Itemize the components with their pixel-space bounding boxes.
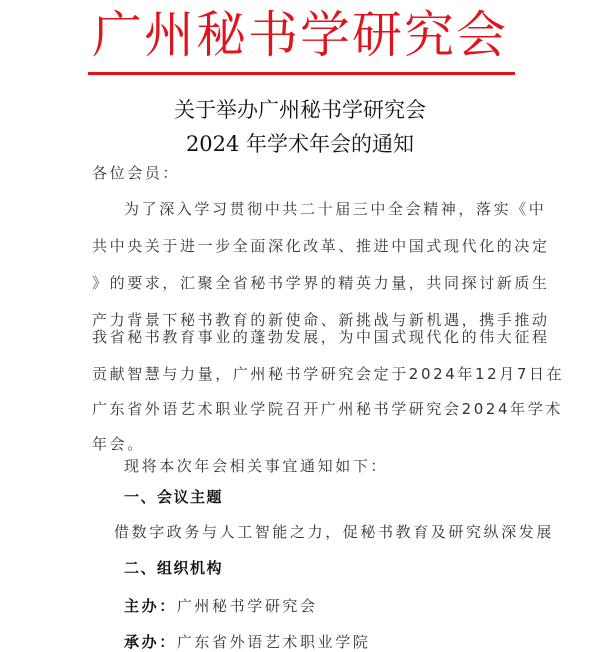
intro-line: 》的要求，汇聚全省秘书学界的精英力量，共同探讨新质生 <box>92 274 550 292</box>
intro-line: 产力背景下秘书教育的新使命、新挑战与新机遇，携手推动 <box>92 311 550 329</box>
organizer-row <box>124 595 318 616</box>
organizer-label: 主办： <box>124 597 177 615</box>
salutation: 各位会员： <box>92 164 181 182</box>
intro-line: 共中央关于进一步全面深化改革、推进中国式现代化的决定 <box>92 237 550 255</box>
section-body-theme: 借数字政务与人工智能之力，促秘书教育及研究纵深发展 <box>114 523 555 541</box>
intro-line: 我省秘书教育事业的蓬勃发展，为中国式现代化的伟大征程 <box>92 328 550 346</box>
notice-title-line1: 关于举办广州秘书学研究会 <box>174 98 426 122</box>
section-heading-organization: 二、组织机构 <box>124 559 224 577</box>
masthead-divider <box>88 72 515 75</box>
intro-line: 广东省外语艺术职业学院召开广州秘书学研究会2024年学术 <box>92 400 563 418</box>
host-label: 承办： <box>124 633 177 651</box>
host-value: 广东省外语艺术职业学院 <box>176 633 371 651</box>
intro-line: 为了深入学习贯彻中共二十届三中全会精神，落实《中 <box>124 200 547 218</box>
masthead-title: 广州秘书学研究会 <box>92 6 508 64</box>
organizer-value: 广州秘书学研究会 <box>176 597 318 615</box>
host-row <box>124 631 370 652</box>
intro-line: 年会。 <box>92 435 145 453</box>
notice-title-line2: 2024 年学术年会的通知 <box>185 132 415 156</box>
lead-in-text: 现将本次年会相关事宜通知如下： <box>124 457 389 475</box>
section-heading-theme: 一、会议主题 <box>124 488 224 506</box>
intro-line: 贡献智慧与力量，广州秘书学研究会定于2024年12月7日在 <box>92 365 565 383</box>
